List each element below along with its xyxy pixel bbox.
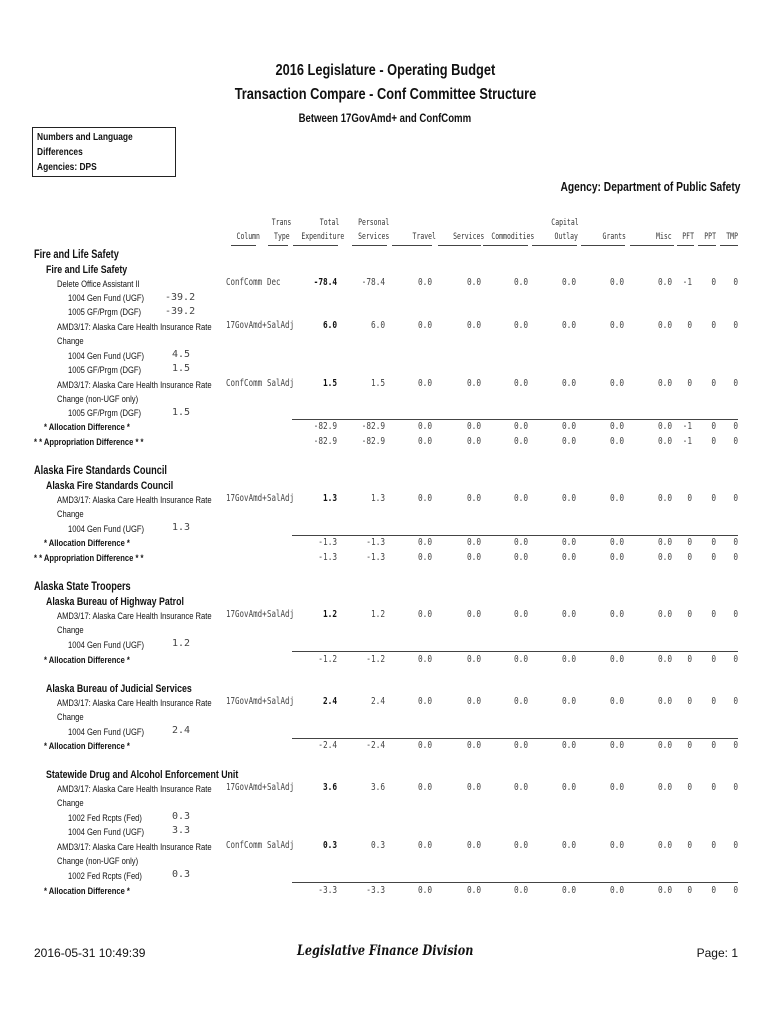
cell-co: 0.0 bbox=[561, 885, 576, 896]
cell-mi: 0.0 bbox=[657, 740, 672, 751]
cell-tmp: 0 bbox=[733, 782, 738, 793]
cell-pft: -1 bbox=[682, 421, 692, 432]
cell-pft: 0 bbox=[687, 552, 692, 563]
cell-ps: 2.4 bbox=[370, 696, 385, 707]
allocation-difference-label: * Allocation Difference * bbox=[44, 741, 130, 752]
report-comparison: Between 17GovAmd+ and ConfComm bbox=[298, 111, 472, 125]
cell-gr: 0.0 bbox=[609, 840, 624, 851]
cell-sv: 0.0 bbox=[466, 436, 481, 447]
cell-tr: 0.0 bbox=[417, 378, 432, 389]
cell-type: SalAdj bbox=[267, 493, 295, 504]
appropriation-difference-label: * * Appropriation Difference * * bbox=[34, 437, 144, 448]
header-underline bbox=[438, 245, 481, 246]
transaction-desc: AMD3/17: Alaska Care Health Insurance Rate bbox=[57, 380, 212, 391]
col-header-misc: Misc bbox=[656, 232, 672, 242]
cell-mi: 0.0 bbox=[657, 378, 672, 389]
col-header-ppt: PPT bbox=[704, 232, 716, 242]
col-header-pft: PFT bbox=[682, 232, 694, 242]
col-header-travel: Travel bbox=[412, 232, 436, 242]
header-underline bbox=[268, 245, 288, 246]
cell-ps: -82.9 bbox=[361, 421, 385, 432]
cell-tr: 0.0 bbox=[417, 552, 432, 563]
cell-tr: 0.0 bbox=[417, 885, 432, 896]
fund-amount: 0.3 bbox=[172, 869, 191, 880]
cell-total: -1.3 bbox=[318, 552, 337, 563]
cell-co: 0.0 bbox=[561, 782, 576, 793]
cell-ps: 0.3 bbox=[370, 840, 385, 851]
cell-ps: 1.5 bbox=[370, 378, 385, 389]
cell-co: 0.0 bbox=[561, 537, 576, 548]
cell-sv: 0.0 bbox=[466, 609, 481, 620]
cell-ps: -1.2 bbox=[366, 654, 385, 665]
transaction-desc-cont: Change bbox=[57, 625, 84, 636]
fund-source: 1004 Gen Fund (UGF) bbox=[68, 524, 145, 535]
cell-tmp: 0 bbox=[733, 320, 738, 331]
cell-sv: 0.0 bbox=[466, 654, 481, 665]
cell-sv: 0.0 bbox=[466, 320, 481, 331]
total-rule bbox=[292, 419, 738, 420]
header-underline bbox=[677, 245, 694, 246]
cell-co: 0.0 bbox=[561, 740, 576, 751]
cell-cm: 0.0 bbox=[513, 782, 528, 793]
cell-co: 0.0 bbox=[561, 840, 576, 851]
cell-ppt: 0 bbox=[711, 654, 716, 665]
col-header-grants: Grants bbox=[602, 232, 626, 242]
cell-ppt: 0 bbox=[711, 740, 716, 751]
cell-total: -82.9 bbox=[313, 421, 337, 432]
header-underline bbox=[392, 245, 432, 246]
cell-total: 0.3 bbox=[322, 840, 337, 851]
report-title: 2016 Legislature - Operating Budget bbox=[275, 62, 495, 79]
cell-tmp: 0 bbox=[733, 740, 738, 751]
cell-mi: 0.0 bbox=[657, 277, 672, 288]
cell-gr: 0.0 bbox=[609, 740, 624, 751]
cell-type: SalAdj bbox=[267, 696, 295, 707]
cell-ps: -2.4 bbox=[366, 740, 385, 751]
cell-total: -2.4 bbox=[318, 740, 337, 751]
cell-sv: 0.0 bbox=[466, 696, 481, 707]
total-rule bbox=[292, 651, 738, 652]
cell-gr: 0.0 bbox=[609, 552, 624, 563]
cell-pft: 0 bbox=[687, 493, 692, 504]
cell-sv: 0.0 bbox=[466, 840, 481, 851]
transaction-desc-cont: Change bbox=[57, 336, 84, 347]
cell-col: ConfComm bbox=[226, 840, 263, 851]
cell-tmp: 0 bbox=[733, 421, 738, 432]
cell-gr: 0.0 bbox=[609, 421, 624, 432]
cell-gr: 0.0 bbox=[609, 654, 624, 665]
fund-amount: -39.2 bbox=[165, 292, 196, 303]
cell-cm: 0.0 bbox=[513, 885, 528, 896]
cell-ppt: 0 bbox=[711, 696, 716, 707]
cell-tmp: 0 bbox=[733, 654, 738, 665]
cell-co: 0.0 bbox=[561, 421, 576, 432]
cell-sv: 0.0 bbox=[466, 782, 481, 793]
transaction-desc: AMD3/17: Alaska Care Health Insurance Rate bbox=[57, 322, 212, 333]
fund-amount: 4.5 bbox=[172, 349, 191, 360]
fund-source: 1004 Gen Fund (UGF) bbox=[68, 351, 145, 362]
cell-pft: 0 bbox=[687, 378, 692, 389]
cell-pft: 0 bbox=[687, 696, 692, 707]
cell-ppt: 0 bbox=[711, 885, 716, 896]
cell-sv: 0.0 bbox=[466, 421, 481, 432]
cell-gr: 0.0 bbox=[609, 277, 624, 288]
cell-tr: 0.0 bbox=[417, 696, 432, 707]
cell-co: 0.0 bbox=[561, 696, 576, 707]
cell-mi: 0.0 bbox=[657, 840, 672, 851]
cell-sv: 0.0 bbox=[466, 537, 481, 548]
cell-ppt: 0 bbox=[711, 277, 716, 288]
fund-amount: -39.2 bbox=[165, 306, 196, 317]
allocation-difference-label: * Allocation Difference * bbox=[44, 538, 130, 549]
cell-tr: 0.0 bbox=[417, 840, 432, 851]
allocation-heading: Alaska Bureau of Highway Patrol bbox=[46, 596, 184, 608]
allocation-difference-label: * Allocation Difference * bbox=[44, 422, 130, 433]
cell-gr: 0.0 bbox=[609, 782, 624, 793]
cell-sv: 0.0 bbox=[466, 378, 481, 389]
cell-type: SalAdj bbox=[267, 609, 295, 620]
cell-total: -1.3 bbox=[318, 537, 337, 548]
cell-cm: 0.0 bbox=[513, 378, 528, 389]
cell-type: SalAdj bbox=[267, 840, 295, 851]
filter-box bbox=[32, 127, 176, 177]
cell-cm: 0.0 bbox=[513, 537, 528, 548]
cell-co: 0.0 bbox=[561, 552, 576, 563]
cell-ps: -3.3 bbox=[366, 885, 385, 896]
cell-gr: 0.0 bbox=[609, 537, 624, 548]
col-header-services2: Services bbox=[453, 232, 485, 242]
cell-mi: 0.0 bbox=[657, 421, 672, 432]
cell-cm: 0.0 bbox=[513, 493, 528, 504]
col-header-capital: Capital bbox=[551, 218, 579, 228]
cell-mi: 0.0 bbox=[657, 654, 672, 665]
cell-pft: 0 bbox=[687, 654, 692, 665]
transaction-desc: AMD3/17: Alaska Care Health Insurance Rate bbox=[57, 611, 212, 622]
cell-ppt: 0 bbox=[711, 840, 716, 851]
cell-co: 0.0 bbox=[561, 277, 576, 288]
cell-pft: -1 bbox=[682, 277, 692, 288]
page-number: Page: 1 bbox=[696, 946, 738, 960]
cell-ps: -78.4 bbox=[361, 277, 385, 288]
cell-cm: 0.0 bbox=[513, 740, 528, 751]
cell-co: 0.0 bbox=[561, 378, 576, 389]
cell-tr: 0.0 bbox=[417, 654, 432, 665]
cell-pft: 0 bbox=[687, 740, 692, 751]
cell-tr: 0.0 bbox=[417, 740, 432, 751]
cell-total: 2.4 bbox=[322, 696, 337, 707]
appropriation-heading: Alaska Fire Standards Council bbox=[34, 465, 167, 477]
cell-co: 0.0 bbox=[561, 320, 576, 331]
cell-ppt: 0 bbox=[711, 421, 716, 432]
cell-gr: 0.0 bbox=[609, 320, 624, 331]
cell-tr: 0.0 bbox=[417, 320, 432, 331]
cell-mi: 0.0 bbox=[657, 552, 672, 563]
cell-pft: 0 bbox=[687, 609, 692, 620]
cell-mi: 0.0 bbox=[657, 885, 672, 896]
transaction-desc-cont: Change (non-UGF only) bbox=[57, 394, 139, 405]
col-header-total: Total bbox=[319, 218, 340, 228]
fund-amount: 0.3 bbox=[172, 811, 191, 822]
cell-co: 0.0 bbox=[561, 654, 576, 665]
header-underline bbox=[352, 245, 387, 246]
cell-gr: 0.0 bbox=[609, 493, 624, 504]
cell-ps: 1.2 bbox=[370, 609, 385, 620]
transaction-desc-cont: Change bbox=[57, 712, 84, 723]
cell-tmp: 0 bbox=[733, 552, 738, 563]
cell-ppt: 0 bbox=[711, 609, 716, 620]
transaction-desc: Delete Office Assistant II bbox=[57, 279, 140, 290]
cell-mi: 0.0 bbox=[657, 320, 672, 331]
cell-sv: 0.0 bbox=[466, 552, 481, 563]
fund-amount: 2.4 bbox=[172, 725, 191, 736]
total-rule bbox=[292, 738, 738, 739]
fund-amount: 3.3 bbox=[172, 825, 191, 836]
col-header-commodities: Commodities bbox=[491, 232, 535, 242]
transaction-desc: AMD3/17: Alaska Care Health Insurance Rate bbox=[57, 784, 212, 795]
transaction-desc: AMD3/17: Alaska Care Health Insurance Rate bbox=[57, 842, 212, 853]
allocation-heading: Statewide Drug and Alcohol Enforcement Unit bbox=[46, 769, 239, 781]
filter-agencies: Agencies: DPS bbox=[37, 161, 97, 173]
cell-tr: 0.0 bbox=[417, 782, 432, 793]
col-header-type: Type bbox=[274, 232, 290, 242]
total-rule bbox=[292, 882, 738, 883]
cell-pft: 0 bbox=[687, 537, 692, 548]
cell-tmp: 0 bbox=[733, 840, 738, 851]
cell-ppt: 0 bbox=[711, 782, 716, 793]
header-underline bbox=[581, 245, 625, 246]
cell-ps: -1.3 bbox=[366, 552, 385, 563]
cell-total: 1.2 bbox=[322, 609, 337, 620]
cell-pft: 0 bbox=[687, 782, 692, 793]
cell-mi: 0.0 bbox=[657, 696, 672, 707]
appropriation-heading: Alaska State Troopers bbox=[34, 581, 131, 593]
header-underline bbox=[532, 245, 577, 246]
cell-type: SalAdj bbox=[267, 320, 295, 331]
cell-col: 17GovAmd+ bbox=[226, 782, 267, 793]
cell-sv: 0.0 bbox=[466, 493, 481, 504]
col-header-column: Column bbox=[236, 232, 260, 242]
cell-tr: 0.0 bbox=[417, 537, 432, 548]
cell-tmp: 0 bbox=[733, 885, 738, 896]
transaction-desc: AMD3/17: Alaska Care Health Insurance Rate bbox=[57, 495, 212, 506]
cell-gr: 0.0 bbox=[609, 378, 624, 389]
cell-cm: 0.0 bbox=[513, 320, 528, 331]
fund-amount: 1.2 bbox=[172, 638, 191, 649]
cell-cm: 0.0 bbox=[513, 552, 528, 563]
header-underline bbox=[483, 245, 528, 246]
cell-ps: 6.0 bbox=[370, 320, 385, 331]
allocation-heading: Alaska Fire Standards Council bbox=[46, 480, 174, 492]
col-header-outlay: Outlay bbox=[554, 232, 578, 242]
cell-co: 0.0 bbox=[561, 493, 576, 504]
cell-pft: 0 bbox=[687, 320, 692, 331]
cell-tr: 0.0 bbox=[417, 609, 432, 620]
col-header-trans: Trans bbox=[271, 218, 292, 228]
cell-col: 17GovAmd+ bbox=[226, 320, 267, 331]
fund-source: 1004 Gen Fund (UGF) bbox=[68, 727, 145, 738]
cell-tmp: 0 bbox=[733, 436, 738, 447]
cell-total: 6.0 bbox=[322, 320, 337, 331]
fund-amount: 1.5 bbox=[172, 363, 191, 374]
allocation-difference-label: * Allocation Difference * bbox=[44, 886, 130, 897]
cell-tmp: 0 bbox=[733, 493, 738, 504]
cell-sv: 0.0 bbox=[466, 885, 481, 896]
cell-cm: 0.0 bbox=[513, 654, 528, 665]
transaction-desc-cont: Change bbox=[57, 509, 84, 520]
transaction-desc: AMD3/17: Alaska Care Health Insurance Rate bbox=[57, 698, 212, 709]
cell-total: -78.4 bbox=[313, 277, 337, 288]
report-subtitle: Transaction Compare - Conf Committee Structure bbox=[234, 86, 536, 103]
cell-total: 1.5 bbox=[322, 378, 337, 389]
appropriation-difference-label: * * Appropriation Difference * * bbox=[34, 553, 144, 564]
legislative-finance-division-logo: Legislative Finance Division bbox=[296, 943, 474, 959]
col-header-personal: Personal bbox=[358, 218, 390, 228]
cell-ppt: 0 bbox=[711, 537, 716, 548]
cell-cm: 0.0 bbox=[513, 421, 528, 432]
cell-tr: 0.0 bbox=[417, 421, 432, 432]
col-header-services: Services bbox=[358, 232, 390, 242]
header-underline bbox=[630, 245, 674, 246]
cell-ppt: 0 bbox=[711, 320, 716, 331]
cell-mi: 0.0 bbox=[657, 436, 672, 447]
cell-tr: 0.0 bbox=[417, 493, 432, 504]
cell-pft: -1 bbox=[682, 436, 692, 447]
report-timestamp: 2016-05-31 10:49:39 bbox=[34, 946, 146, 960]
fund-source: 1005 GF/Prgm (DGF) bbox=[68, 365, 142, 376]
cell-col: ConfComm bbox=[226, 277, 263, 288]
cell-col: 17GovAmd+ bbox=[226, 609, 267, 620]
agency-heading: Agency: Department of Public Safety bbox=[560, 180, 740, 194]
cell-gr: 0.0 bbox=[609, 436, 624, 447]
total-rule bbox=[292, 535, 738, 536]
appropriation-heading: Fire and Life Safety bbox=[34, 249, 119, 261]
cell-cm: 0.0 bbox=[513, 609, 528, 620]
fund-source: 1005 GF/Prgm (DGF) bbox=[68, 307, 142, 318]
transaction-desc-cont: Change (non-UGF only) bbox=[57, 856, 139, 867]
cell-tmp: 0 bbox=[733, 537, 738, 548]
col-header-expenditure: Expenditure bbox=[301, 232, 345, 242]
allocation-heading: Alaska Bureau of Judicial Services bbox=[46, 683, 192, 695]
cell-gr: 0.0 bbox=[609, 696, 624, 707]
fund-source: 1005 GF/Prgm (DGF) bbox=[68, 408, 142, 419]
cell-ps: 1.3 bbox=[370, 493, 385, 504]
cell-ps: 3.6 bbox=[370, 782, 385, 793]
cell-cm: 0.0 bbox=[513, 696, 528, 707]
cell-ps: -82.9 bbox=[361, 436, 385, 447]
cell-mi: 0.0 bbox=[657, 493, 672, 504]
cell-total: -3.3 bbox=[318, 885, 337, 896]
fund-source: 1004 Gen Fund (UGF) bbox=[68, 293, 145, 304]
fund-source: 1002 Fed Rcpts (Fed) bbox=[68, 871, 142, 882]
header-underline bbox=[293, 245, 338, 246]
cell-co: 0.0 bbox=[561, 609, 576, 620]
allocation-heading: Fire and Life Safety bbox=[46, 264, 128, 276]
cell-type: SalAdj bbox=[267, 782, 295, 793]
filter-line: Numbers and Language bbox=[37, 131, 133, 143]
cell-mi: 0.0 bbox=[657, 537, 672, 548]
transaction-desc-cont: Change bbox=[57, 798, 84, 809]
cell-tr: 0.0 bbox=[417, 436, 432, 447]
cell-ps: -1.3 bbox=[366, 537, 385, 548]
allocation-difference-label: * Allocation Difference * bbox=[44, 655, 130, 666]
cell-ppt: 0 bbox=[711, 493, 716, 504]
cell-ppt: 0 bbox=[711, 436, 716, 447]
cell-col: 17GovAmd+ bbox=[226, 493, 267, 504]
fund-amount: 1.5 bbox=[172, 407, 191, 418]
cell-cm: 0.0 bbox=[513, 840, 528, 851]
cell-tr: 0.0 bbox=[417, 277, 432, 288]
col-header-tmp: TMP bbox=[726, 232, 738, 242]
cell-total: -82.9 bbox=[313, 436, 337, 447]
fund-amount: 1.3 bbox=[172, 522, 191, 533]
header-underline bbox=[720, 245, 738, 246]
fund-source: 1004 Gen Fund (UGF) bbox=[68, 640, 145, 651]
cell-total: -1.2 bbox=[318, 654, 337, 665]
header-underline bbox=[698, 245, 716, 246]
cell-col: 17GovAmd+ bbox=[226, 696, 267, 707]
cell-total: 1.3 bbox=[322, 493, 337, 504]
cell-type: Dec bbox=[267, 277, 281, 288]
cell-gr: 0.0 bbox=[609, 885, 624, 896]
cell-pft: 0 bbox=[687, 885, 692, 896]
filter-line: Differences bbox=[37, 146, 83, 158]
cell-ppt: 0 bbox=[711, 378, 716, 389]
cell-pft: 0 bbox=[687, 840, 692, 851]
cell-ppt: 0 bbox=[711, 552, 716, 563]
cell-mi: 0.0 bbox=[657, 782, 672, 793]
fund-source: 1004 Gen Fund (UGF) bbox=[68, 827, 145, 838]
cell-cm: 0.0 bbox=[513, 277, 528, 288]
cell-tmp: 0 bbox=[733, 609, 738, 620]
cell-sv: 0.0 bbox=[466, 740, 481, 751]
cell-gr: 0.0 bbox=[609, 609, 624, 620]
cell-mi: 0.0 bbox=[657, 609, 672, 620]
header-underline bbox=[231, 245, 256, 246]
cell-tmp: 0 bbox=[733, 696, 738, 707]
cell-type: SalAdj bbox=[267, 378, 295, 389]
cell-cm: 0.0 bbox=[513, 436, 528, 447]
cell-sv: 0.0 bbox=[466, 277, 481, 288]
cell-co: 0.0 bbox=[561, 436, 576, 447]
cell-tmp: 0 bbox=[733, 277, 738, 288]
cell-tmp: 0 bbox=[733, 378, 738, 389]
fund-source: 1002 Fed Rcpts (Fed) bbox=[68, 813, 142, 824]
cell-total: 3.6 bbox=[322, 782, 337, 793]
cell-col: ConfComm bbox=[226, 378, 263, 389]
